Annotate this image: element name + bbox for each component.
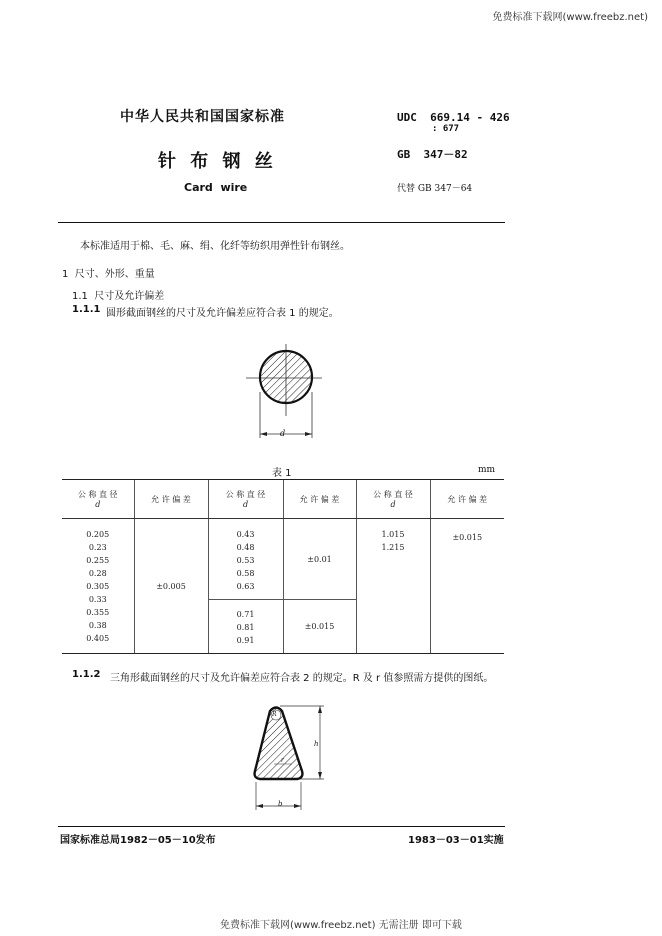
group3-tol-cell [430, 519, 504, 654]
d-value: 0.23 [88, 543, 107, 552]
d-value: 0.28 [88, 569, 107, 578]
table1-row [62, 519, 504, 600]
d-value: 0.81 [236, 623, 255, 632]
header-label: 允 许 偏 差 [151, 494, 191, 504]
table1-unit: mm [478, 465, 496, 475]
figure2-R-label: R [272, 711, 277, 718]
group3-d-cell [356, 519, 430, 654]
tolerance-value: ±0.015 [304, 622, 335, 631]
intro-paragraph: 本标准适用于棉、毛、麻、绢、化纤等纺织用弹性针布钢丝。 [80, 241, 350, 252]
section-1-1-2-number: 1.1.2 [72, 669, 101, 680]
round-section-figure [240, 340, 340, 445]
table1 [62, 479, 504, 654]
group2a-tol-cell [283, 519, 356, 600]
header-symbol: d [242, 500, 249, 509]
header-label: 允 许 偏 差 [299, 494, 340, 504]
section-1-heading: 1 尺寸、外形、重量 [62, 269, 155, 280]
tolerance-value: ±0.005 [156, 581, 186, 591]
d-value: 0.58 [236, 569, 255, 578]
d-value: 0.255 [86, 556, 110, 565]
d-value: 0.63 [236, 582, 255, 591]
header-symbol: d [95, 500, 101, 509]
tolerance-value: ±0.01 [307, 554, 332, 564]
figure1-dim-label: d [280, 429, 286, 438]
group1-d-cell [62, 519, 134, 654]
d-value: 0.71 [236, 610, 255, 619]
d-value: 0.33 [88, 595, 107, 604]
d-value: 0.43 [236, 530, 255, 539]
d-value: 0.38 [88, 621, 107, 630]
section-1-1-1-number: 1.1.1 [72, 304, 101, 315]
figure2-r-label: r [281, 757, 284, 764]
watermark-bottom: 免费标准下载网(www.freebz.net) 无需注册 即可下载 [220, 920, 462, 931]
replaces-note: 代替 GB 347－64 [397, 184, 473, 194]
footer-rule [58, 826, 505, 827]
udc-line1: UDC 669.14 - 426 [397, 111, 510, 124]
header-label: 公 称 直 径 [77, 490, 118, 499]
group2a-d-cell [208, 519, 283, 600]
udc-line2: : 677 [432, 124, 460, 134]
header-cell [430, 480, 504, 519]
header-cell [356, 480, 430, 519]
section-1-1-2-text: 三角形截面钢丝的尺寸及允许偏差应符合表 2 的规定。R 及 r 值参照需方提供的图纸。 [110, 673, 494, 684]
d-value: 0.205 [86, 530, 110, 539]
standard-number: GB 347－82 [397, 148, 468, 161]
section-1-1-1-text: 圆形截面钢丝的尺寸及允许偏差应符合表 1 的规定。 [106, 308, 339, 319]
effective-date: 1983－03－01实施 [408, 835, 504, 846]
header-cell [62, 480, 134, 519]
title-cn: 针 布 钢 丝 [158, 151, 277, 172]
d-value: 0.91 [236, 636, 255, 645]
group1-tol-cell [134, 519, 208, 654]
d-value: 0.355 [86, 608, 110, 617]
d-value: 0.405 [86, 634, 110, 643]
org-name: 中华人民共和国国家标准 [120, 109, 285, 125]
header-rule [58, 222, 505, 223]
table1-caption: 表 1 [272, 468, 292, 479]
d-value: 1.215 [381, 543, 405, 552]
figure2-h-label: h [314, 740, 319, 748]
d-value: 1.015 [381, 530, 405, 539]
group2b-d-cell [208, 600, 283, 654]
section-1-1-heading: 1.1 尺寸及允许偏差 [72, 291, 165, 302]
group2b-tol-cell [283, 600, 356, 654]
watermark-top: 免费标准下载网(www.freebz.net) [492, 12, 648, 23]
title-en: Card wire [184, 181, 248, 194]
header-cell [208, 480, 283, 519]
header-label: 公 称 直 径 [373, 490, 413, 499]
figure2-b-label: b [278, 800, 283, 808]
d-value: 0.305 [86, 582, 110, 591]
d-value: 0.48 [236, 543, 255, 552]
d-value: 0.53 [236, 556, 255, 565]
header-label: 允 许 偏 差 [447, 494, 488, 504]
header-symbol: d [390, 500, 396, 509]
header-cell [134, 480, 208, 519]
header-label: 公 称 直 径 [225, 490, 266, 499]
table1-header-row [62, 480, 504, 519]
tolerance-value: ±0.015 [452, 533, 483, 542]
triangle-section-figure [244, 698, 340, 818]
header-cell [283, 480, 356, 519]
issue-date: 国家标准总局1982－05－10发布 [60, 835, 216, 846]
